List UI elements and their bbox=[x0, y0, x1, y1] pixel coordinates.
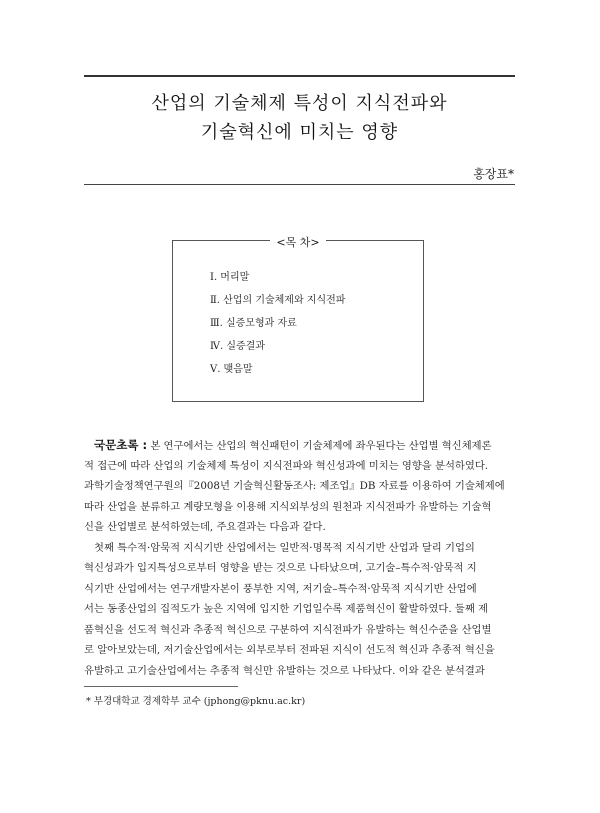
abstract-line: 혁신성과가 입지특성으로부터 영향을 받는 것으로 나타났으며, 고기술–특수적·암묵적 지 bbox=[84, 562, 477, 574]
abstract-line: 첫째 특수적·암묵적 지식기반 산업에서는 일반적·명목적 지식기반 산업과 달리 기업의 bbox=[94, 541, 475, 554]
title-top-rule bbox=[84, 75, 515, 77]
author-name: 홍장표* bbox=[473, 167, 514, 181]
abstract-line: 품혁신을 선도적 혁신과 추종적 혁신으로 구분하여 지식전파가 유발하는 혁신수준을 산업별 bbox=[84, 623, 492, 636]
footnote-rule bbox=[84, 686, 238, 687]
toc-item-1: Ⅰ. 머리말 bbox=[210, 272, 250, 283]
toc-item-4: Ⅳ. 실증결과 bbox=[210, 341, 265, 352]
abstract-line: 유발하고 고기술산업에서는 추종적 혁신만 유발하는 것으로 나타났다. 이와 같은 분석결과 bbox=[84, 664, 485, 677]
abstract-line: 국문초록 : 본 연구에서는 산업의 혁신패턴이 기술체제에 좌우된다는 산업별 혁신체제론 bbox=[94, 438, 492, 452]
abstract-label: 국문초록 : bbox=[94, 438, 148, 452]
toc-heading: <목 차> bbox=[270, 236, 325, 249]
paper-title-line-1: 산업의 기술체제 특성이 지식전파와 bbox=[151, 93, 448, 114]
abstract-line: 신을 산업별로 분석하였는데, 주요결과는 다음과 같다. bbox=[84, 521, 326, 533]
table-of-contents bbox=[172, 236, 424, 402]
toc-item-5: Ⅴ. 맺음말 bbox=[210, 364, 253, 375]
abstract-line: 식기반 산업에서는 연구개발자본이 풍부한 지역, 저기술–특수적·암묵적 지식기반 산업에 bbox=[84, 582, 477, 595]
author-footnote: * 부경대학교 경제학부 교수 (jphong@pknu.ac.kr) bbox=[86, 696, 306, 707]
abstract-line: 서는 동종산업의 집적도가 높은 지역에 입지한 기업일수록 제품혁신이 활발하였다. 둘째 제 bbox=[84, 603, 489, 615]
author-rule bbox=[84, 184, 515, 185]
abstract-line: 따라 산업을 분류하고 계량모형을 이용해 지식외부성의 원천과 지식전파가 유발하는 기술혁 bbox=[84, 500, 492, 513]
abstract-line: 과학기술정책연구원의『2008년 기술혁신활동조사: 제조업』DB 자료를 이용하여 기술체제에 bbox=[84, 480, 505, 492]
paper-title-line-2: 기술혁신에 미치는 영향 bbox=[200, 122, 399, 143]
korean-abstract bbox=[84, 435, 515, 681]
toc-item-2: Ⅱ. 산업의 기술체제와 지식전파 bbox=[210, 295, 346, 306]
abstract-line: 적 접근에 따라 산업의 기술체제 특성이 지식전파와 혁신성과에 미치는 영향을 분석하였다. bbox=[84, 459, 489, 472]
abstract-line: 로 알아보았는데, 저기술산업에서는 외부로부터 전파된 지식이 선도적 혁신과 추종적 혁신을 bbox=[84, 644, 495, 656]
toc-item-3: Ⅲ. 실증모형과 자료 bbox=[210, 318, 297, 329]
